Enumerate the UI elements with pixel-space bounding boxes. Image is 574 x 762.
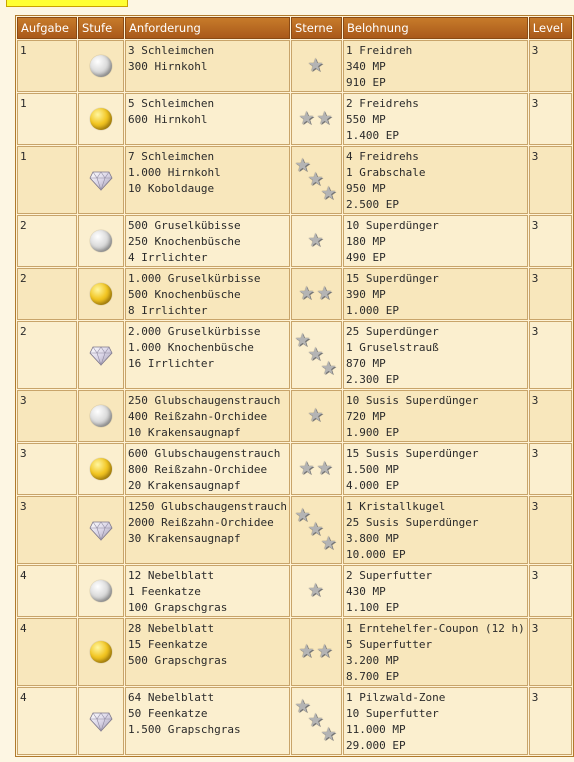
star-icon: ★ [294, 330, 311, 351]
requirement-line: 3 Schleimchen [128, 44, 215, 57]
cell-sterne [291, 268, 342, 320]
star-icon: ★ [298, 641, 315, 662]
reward-line: 10 Superfutter [345, 707, 439, 720]
star-icon: ★ [307, 55, 324, 76]
cell-sterne [291, 443, 342, 495]
reward-line: 25 Susis Superdünger [345, 516, 479, 529]
cell-belohnung [343, 40, 528, 92]
cell-stufe [78, 565, 124, 617]
header-level: Level [529, 17, 572, 39]
reward-line: 1 Pilzwald-Zone [345, 691, 446, 704]
diamond-icon [89, 344, 113, 366]
reward-line: 2 Freidrehs [345, 97, 419, 110]
requirement-line: 1.000 Gruselkürbisse [128, 272, 261, 285]
star-rating [298, 110, 334, 128]
requirement-line: 250 Knochenbüsche [128, 235, 241, 248]
star-icon: ★ [294, 155, 311, 176]
gold-coin-icon [90, 641, 112, 663]
cell-belohnung [343, 390, 528, 442]
reward-line: 1.100 EP [345, 601, 399, 614]
silver-coin-icon [90, 405, 112, 427]
requirement-line: 500 Grapschgras [128, 654, 228, 667]
header-sterne: Sterne [291, 17, 342, 39]
reward-line: 2.500 EP [345, 198, 399, 211]
quest-table-container [15, 15, 574, 757]
cell-aufgabe: 3 [17, 443, 77, 495]
cell-stufe [78, 496, 124, 564]
requirement-line: 500 Gruselkübisse [128, 219, 241, 232]
reward-line: 1 Gruselstrauß [345, 341, 439, 354]
star-icon: ★ [307, 230, 324, 251]
reward-line: 1 Freidreh [345, 44, 413, 57]
star-icon: ★ [307, 580, 324, 601]
header-anforderung: Anforderung [125, 17, 290, 39]
cell-aufgabe: 2 [17, 268, 77, 320]
reward-line: 4 Freidrehs [345, 150, 419, 163]
cell-aufgabe: 4 [17, 565, 77, 617]
cell-stufe [78, 687, 124, 755]
requirement-line: 600 Glubschaugenstrauch [128, 447, 281, 460]
header-belohnung: Belohnung [343, 17, 528, 39]
requirement-line: 500 Knochenbüsche [128, 288, 241, 301]
reward-line: 180 MP [345, 235, 386, 248]
star-icon: ★ [294, 505, 311, 526]
gold-coin-icon [90, 458, 112, 480]
star-rating [294, 157, 338, 203]
cell-level: 3 [529, 146, 572, 214]
reward-line: 2.300 EP [345, 373, 399, 386]
reward-line: 25 Superdünger [345, 325, 439, 338]
silver-coin-icon [90, 55, 112, 77]
cell-stufe [78, 93, 124, 145]
reward-line: 390 MP [345, 288, 386, 301]
reward-line: 10.000 EP [345, 548, 406, 561]
star-rating [298, 643, 334, 661]
cell-level: 3 [529, 390, 572, 442]
requirement-line: 10 Koboldauge [128, 182, 215, 195]
reward-line: 1.000 EP [345, 304, 399, 317]
cell-aufgabe: 3 [17, 496, 77, 564]
silver-coin-icon [90, 580, 112, 602]
star-rating [294, 332, 338, 378]
reward-line: 3.200 MP [345, 654, 399, 667]
cell-anforderung [125, 321, 290, 389]
star-icon: ★ [307, 710, 324, 731]
star-icon: ★ [294, 696, 311, 717]
table-row [17, 321, 572, 389]
requirement-line: 1.000 Hirnkohl [128, 166, 221, 179]
reward-line: 340 MP [345, 60, 386, 73]
cell-stufe [78, 268, 124, 320]
cell-anforderung [125, 268, 290, 320]
cell-anforderung [125, 93, 290, 145]
star-icon: ★ [316, 458, 333, 479]
star-icon: ★ [316, 283, 333, 304]
cell-aufgabe: 1 [17, 146, 77, 214]
reward-line: 720 MP [345, 410, 386, 423]
cell-aufgabe: 3 [17, 390, 77, 442]
reward-line: 490 EP [345, 251, 386, 264]
cell-stufe [78, 146, 124, 214]
cell-anforderung [125, 443, 290, 495]
cell-belohnung [343, 268, 528, 320]
cell-level: 3 [529, 40, 572, 92]
requirement-line: 15 Feenkatze [128, 638, 208, 651]
star-rating [307, 407, 325, 425]
reward-line: 1 Erntehelfer-Coupon (12 h) [345, 622, 525, 635]
reward-line: 3.800 MP [345, 532, 399, 545]
star-rating [298, 285, 334, 303]
diamond-icon [89, 169, 113, 191]
cell-level: 3 [529, 687, 572, 755]
reward-line: 11.000 MP [345, 723, 406, 736]
cell-level: 3 [529, 268, 572, 320]
table-row [17, 443, 572, 495]
reward-line: 1 Grabschale [345, 166, 426, 179]
table-row [17, 565, 572, 617]
cell-aufgabe: 4 [17, 618, 77, 686]
reward-line: 5 Superfutter [345, 638, 433, 651]
requirement-line: 2.000 Gruselkürbisse [128, 325, 261, 338]
star-icon: ★ [307, 169, 324, 190]
table-body [17, 40, 572, 755]
star-icon: ★ [307, 519, 324, 540]
cell-anforderung [125, 496, 290, 564]
cell-sterne [291, 215, 342, 267]
cell-sterne [291, 40, 342, 92]
yellow-tab [6, 0, 128, 7]
star-icon: ★ [316, 108, 333, 129]
silver-coin-icon [90, 230, 112, 252]
cell-sterne [291, 496, 342, 564]
star-rating [298, 460, 334, 478]
table-row [17, 687, 572, 755]
table-row [17, 40, 572, 92]
star-icon: ★ [307, 405, 324, 426]
requirement-line: 1.500 Grapschgras [128, 723, 241, 736]
cell-level: 3 [529, 215, 572, 267]
cell-belohnung [343, 618, 528, 686]
requirement-line: 16 Irrlichter [128, 357, 215, 370]
reward-line: 950 MP [345, 182, 386, 195]
star-icon: ★ [298, 283, 315, 304]
quest-table [16, 16, 573, 756]
cell-sterne [291, 93, 342, 145]
cell-level: 3 [529, 93, 572, 145]
cell-aufgabe: 2 [17, 215, 77, 267]
requirement-line: 8 Irrlichter [128, 304, 208, 317]
cell-sterne [291, 390, 342, 442]
cell-belohnung [343, 687, 528, 755]
cell-anforderung [125, 565, 290, 617]
cell-stufe [78, 618, 124, 686]
reward-line: 8.700 EP [345, 670, 399, 683]
cell-belohnung [343, 321, 528, 389]
star-icon: ★ [320, 183, 337, 204]
cell-anforderung [125, 390, 290, 442]
diamond-icon [89, 519, 113, 541]
reward-line: 1.500 MP [345, 463, 399, 476]
cell-belohnung [343, 443, 528, 495]
cell-level: 3 [529, 618, 572, 686]
reward-line: 870 MP [345, 357, 386, 370]
requirement-line: 1250 Glubschaugenstrauch [128, 500, 287, 513]
requirement-line: 12 Nebelblatt [128, 569, 215, 582]
reward-line: 430 MP [345, 585, 386, 598]
header-stufe: Stufe [78, 17, 124, 39]
cell-belohnung [343, 215, 528, 267]
gold-coin-icon [90, 283, 112, 305]
cell-anforderung [125, 215, 290, 267]
star-rating [294, 507, 338, 553]
star-icon: ★ [298, 458, 315, 479]
star-icon: ★ [320, 358, 337, 379]
requirement-line: 7 Schleimchen [128, 150, 215, 163]
table-row [17, 215, 572, 267]
cell-sterne [291, 565, 342, 617]
requirement-line: 1 Feenkatze [128, 585, 201, 598]
star-rating [307, 582, 325, 600]
star-icon: ★ [320, 724, 337, 745]
star-rating [294, 698, 338, 744]
cell-belohnung [343, 565, 528, 617]
cell-stufe [78, 40, 124, 92]
table-row [17, 618, 572, 686]
table-row [17, 146, 572, 214]
cell-aufgabe: 2 [17, 321, 77, 389]
star-rating [307, 57, 325, 75]
cell-belohnung [343, 496, 528, 564]
requirement-line: 600 Hirnkohl [128, 113, 208, 126]
cell-stufe [78, 443, 124, 495]
table-row [17, 93, 572, 145]
cell-level: 3 [529, 496, 572, 564]
cell-aufgabe: 1 [17, 93, 77, 145]
reward-line: 29.000 EP [345, 739, 406, 752]
cell-level: 3 [529, 565, 572, 617]
cell-anforderung [125, 618, 290, 686]
cell-level: 3 [529, 443, 572, 495]
table-row [17, 268, 572, 320]
gold-coin-icon [90, 108, 112, 130]
requirement-line: 30 Krakensaugnapf [128, 532, 241, 545]
reward-line: 550 MP [345, 113, 386, 126]
requirement-line: 20 Krakensaugnapf [128, 479, 241, 492]
reward-line: 10 Superdünger [345, 219, 439, 232]
reward-line: 1.400 EP [345, 129, 399, 142]
requirement-line: 800 Reißzahn-Orchidee [128, 463, 268, 476]
requirement-line: 100 Grapschgras [128, 601, 228, 614]
cell-aufgabe: 1 [17, 40, 77, 92]
star-rating [307, 232, 325, 250]
star-icon: ★ [316, 641, 333, 662]
header-row [17, 17, 572, 39]
cell-stufe [78, 390, 124, 442]
cell-sterne [291, 618, 342, 686]
cell-belohnung [343, 93, 528, 145]
reward-line: 1 Kristallkugel [345, 500, 446, 513]
requirement-line: 2000 Reißzahn-Orchidee [128, 516, 274, 529]
requirement-line: 64 Nebelblatt [128, 691, 215, 704]
cell-anforderung [125, 687, 290, 755]
diamond-icon [89, 710, 113, 732]
cell-level: 3 [529, 321, 572, 389]
cell-stufe [78, 321, 124, 389]
cell-sterne [291, 146, 342, 214]
reward-line: 10 Susis Superdünger [345, 394, 479, 407]
star-icon: ★ [320, 533, 337, 554]
requirement-line: 4 Irrlichter [128, 251, 208, 264]
requirement-line: 28 Nebelblatt [128, 622, 215, 635]
cell-anforderung [125, 146, 290, 214]
requirement-line: 5 Schleimchen [128, 97, 215, 110]
cell-sterne [291, 687, 342, 755]
cell-stufe [78, 215, 124, 267]
cell-sterne [291, 321, 342, 389]
reward-line: 1.900 EP [345, 426, 399, 439]
requirement-line: 250 Glubschaugenstrauch [128, 394, 281, 407]
reward-line: 4.000 EP [345, 479, 399, 492]
header-aufgabe: Aufgabe [17, 17, 77, 39]
requirement-line: 50 Feenkatze [128, 707, 208, 720]
requirement-line: 400 Reißzahn-Orchidee [128, 410, 268, 423]
requirement-line: 300 Hirnkohl [128, 60, 208, 73]
requirement-line: 1.000 Knochenbüsche [128, 341, 254, 354]
requirement-line: 10 Krakensaugnapf [128, 426, 241, 439]
star-icon: ★ [307, 344, 324, 365]
star-icon: ★ [298, 108, 315, 129]
cell-anforderung [125, 40, 290, 92]
reward-line: 15 Susis Superdünger [345, 447, 479, 460]
table-row [17, 390, 572, 442]
reward-line: 2 Superfutter [345, 569, 433, 582]
cell-belohnung [343, 146, 528, 214]
reward-line: 910 EP [345, 76, 386, 89]
table-row [17, 496, 572, 564]
reward-line: 15 Superdünger [345, 272, 439, 285]
cell-aufgabe: 4 [17, 687, 77, 755]
